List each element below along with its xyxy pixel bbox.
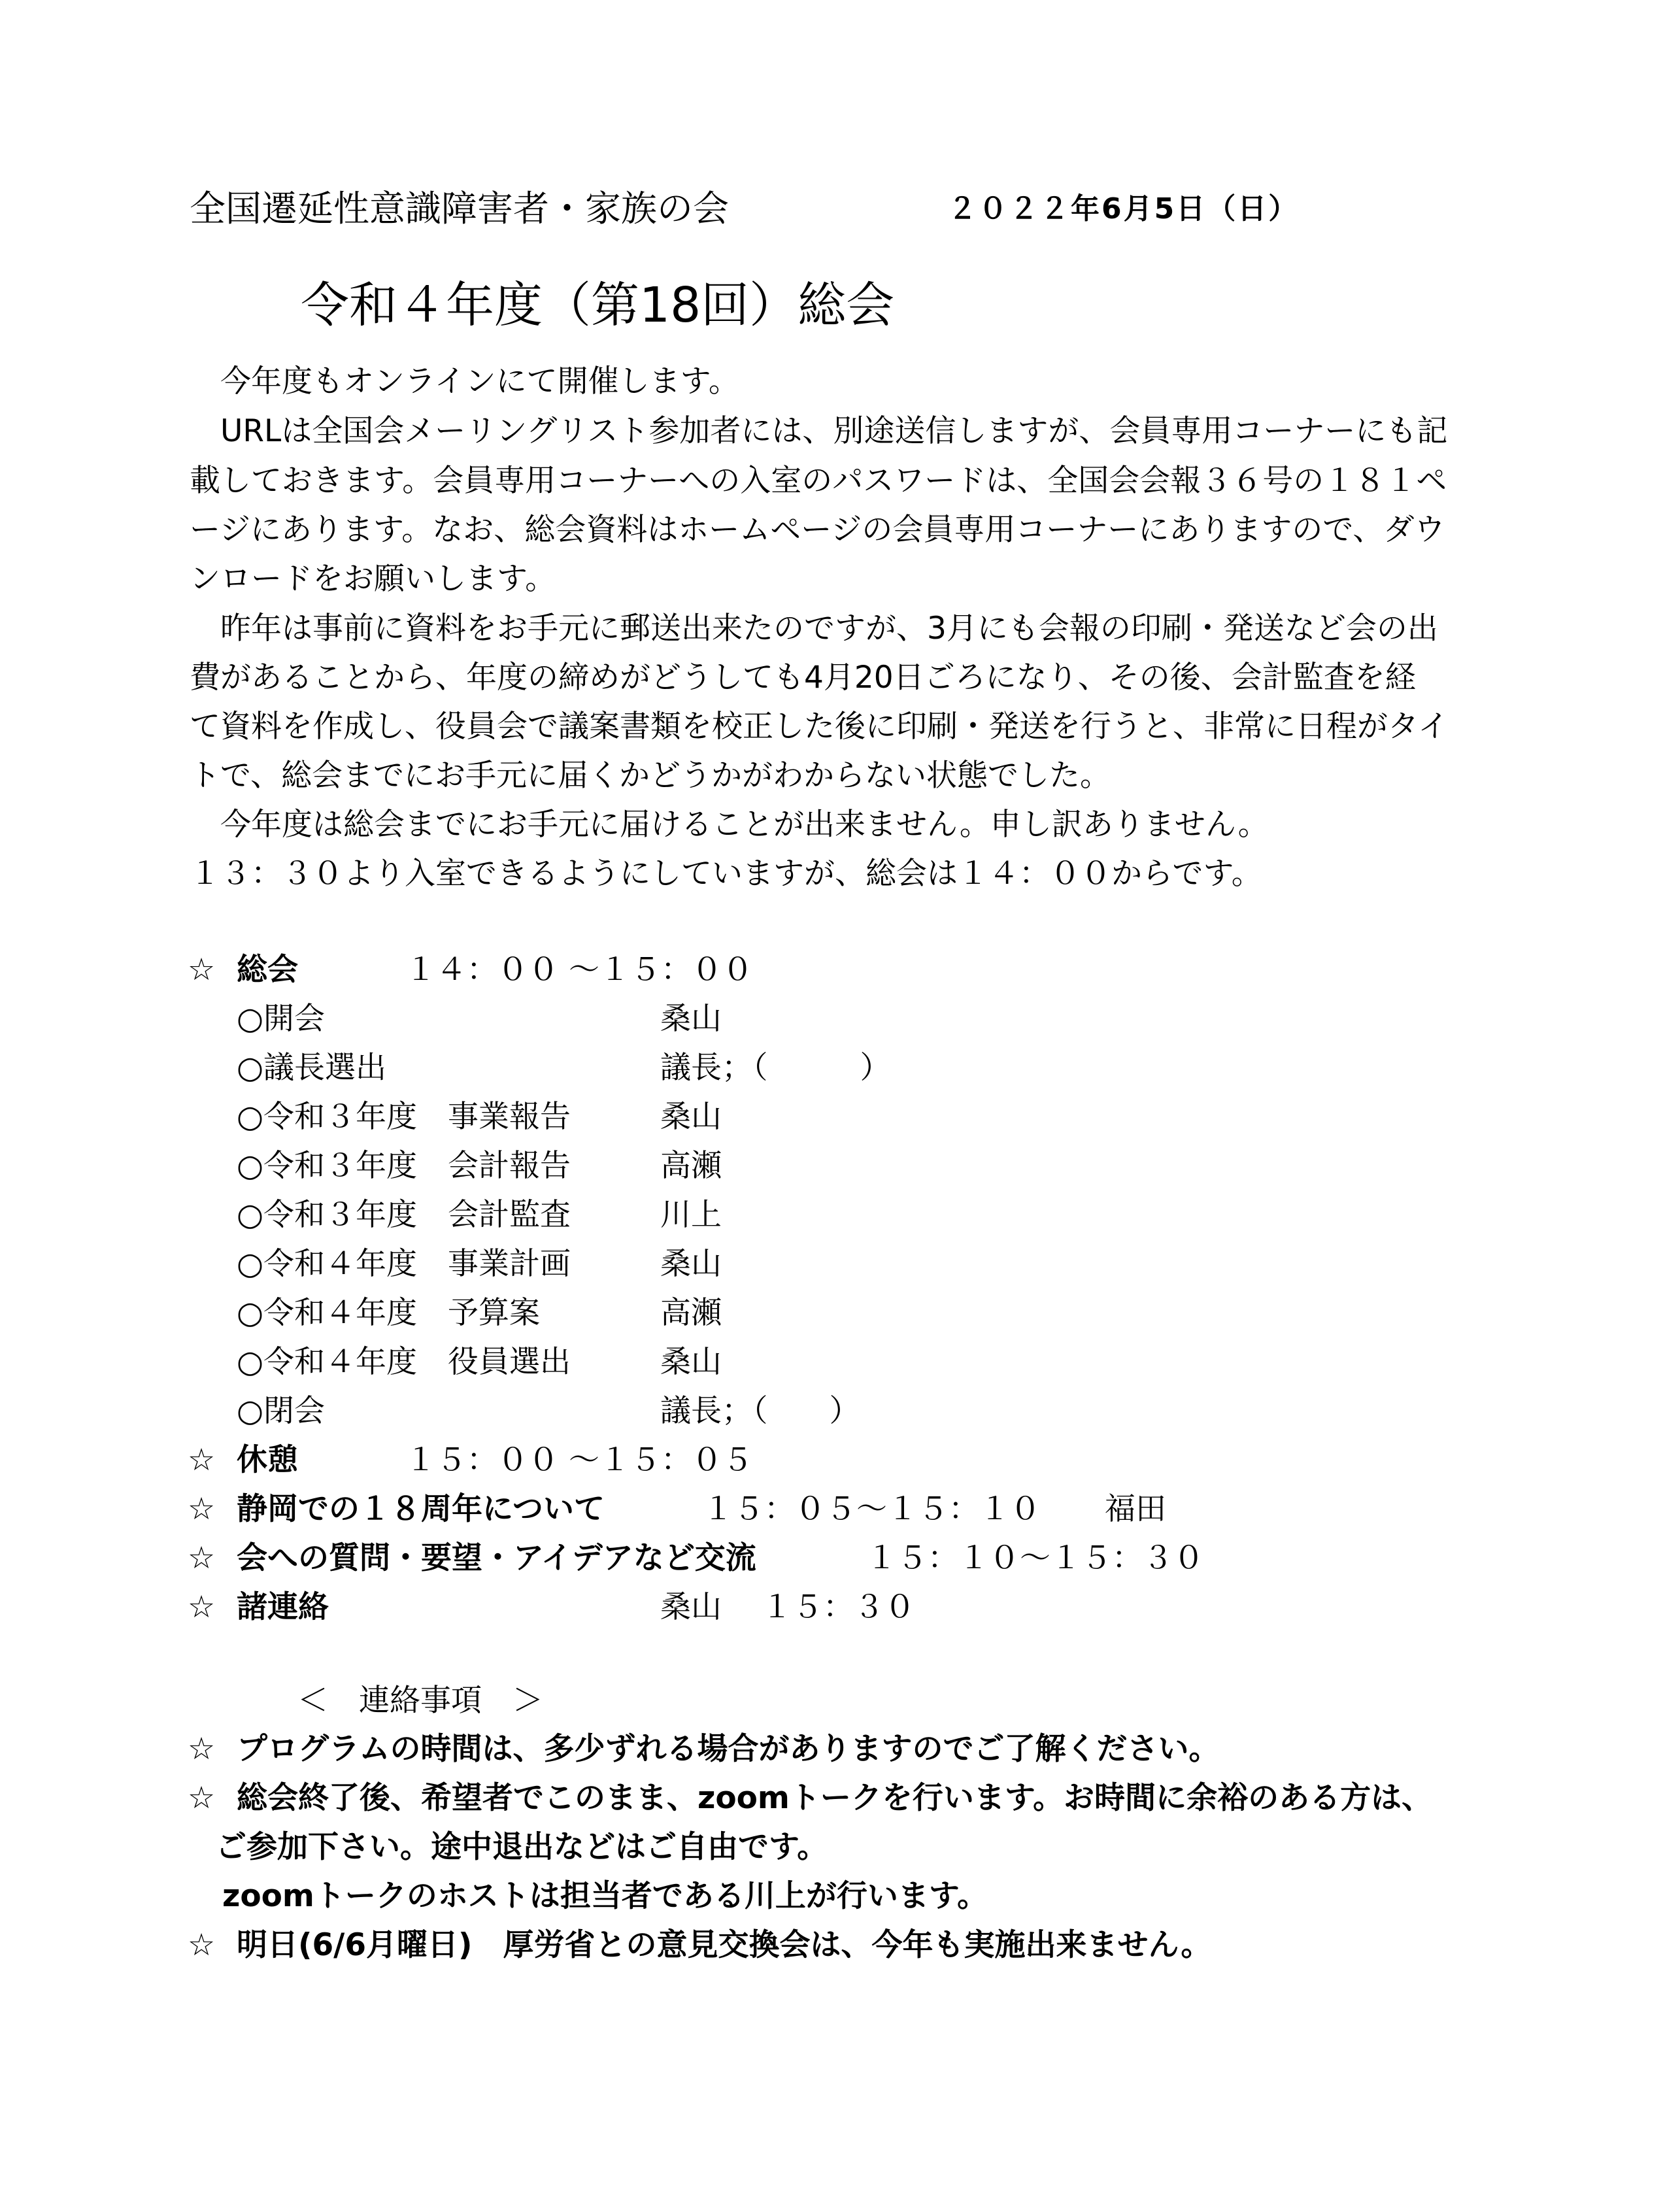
notice-line-4: zoomトークのホストは担当者である川上が行います。	[222, 1878, 988, 1914]
notice-line-5: 明日(6/6月曜日) 厚労省との意見交換会は、今年も実施出来ません。	[237, 1927, 1212, 1963]
agenda-item-label: ○開会	[237, 1001, 326, 1037]
announcements-person: 桑山	[660, 1589, 722, 1625]
star-icon: ☆	[188, 952, 216, 988]
agenda-item-person: 川上	[660, 1197, 722, 1233]
intro-line-4: ージにあります。なお、総会資料はホームページの会員専用コーナーにありますので、ダウ	[190, 512, 1445, 548]
intro-line-8: て資料を作成し、役員会で議案書類を校正した後に印刷・発送を行うと、非常に日程がタイ	[190, 709, 1449, 745]
star-icon: ☆	[188, 1927, 216, 1963]
agenda-item-label: ○令和４年度 役員選出	[237, 1344, 571, 1380]
agenda-item-label: ○令和３年度 事業報告	[237, 1099, 571, 1135]
star-icon: ☆	[188, 1442, 216, 1478]
agenda-item-person: 高瀬	[660, 1148, 722, 1184]
agenda-item-person: 高瀬	[660, 1295, 722, 1331]
star-icon: ☆	[188, 1491, 216, 1527]
agenda-item-label: ○議長選出	[237, 1050, 387, 1086]
notice-line-1: プログラムの時間は、多少ずれる場合がありますのでご了解ください。	[237, 1731, 1220, 1767]
intro-line-7: 費があることから、年度の締めがどうしても4月20日ごろになり、その後、会計監査を経	[190, 660, 1416, 696]
star-icon: ☆	[188, 1780, 216, 1816]
exchange-time: １５：１０～１５：３０	[866, 1540, 1204, 1576]
intro-line-1: 今年度もオンラインにて開催します。	[190, 363, 739, 399]
meeting-date: ２０２２年6月5日（日）	[948, 192, 1300, 226]
agenda-item-person: 桑山	[660, 1344, 722, 1380]
shizuoka-anniversary-label: 静岡での１８周年について	[237, 1491, 605, 1527]
break-label: 休憩	[237, 1442, 298, 1478]
agenda-item-person: 議長；（ ）	[660, 1050, 891, 1086]
break-time: １５：００ ～１５：０５	[405, 1442, 753, 1478]
agenda-item-person: 桑山	[660, 1099, 722, 1135]
intro-line-5: ンロードをお願いします。	[190, 561, 556, 597]
star-icon: ☆	[188, 1589, 216, 1625]
star-icon: ☆	[188, 1731, 216, 1767]
agenda-item-label: ○令和４年度 事業計画	[237, 1246, 571, 1282]
general-meeting-time: １４：００ ～１５：００	[405, 952, 753, 988]
intro-line-11: １３：３０より入室できるようにしていますが、総会は１４：００からです。	[190, 856, 1262, 892]
intro-line-2: URLは全国会メーリングリスト参加者には、別途送信しますが、会員専用コーナーにも記	[190, 413, 1448, 449]
notice-line-3: ご参加下さい。途中退出などはご自由です。	[216, 1829, 828, 1865]
intro-line-9: トで、総会までにお手元に届くかどうかがわからない状態でした。	[190, 758, 1111, 794]
page-title: 令和４年度（第18回）総会	[301, 277, 895, 333]
announcements-time: １５：３０	[762, 1589, 915, 1625]
general-meeting-label: 総会	[237, 952, 298, 988]
shizuoka-anniversary-person: 福田	[1105, 1491, 1166, 1527]
intro-line-3: 載しておきます。会員専用コーナーへの入室のパスワードは、全国会会報３６号の１８１ペ	[190, 463, 1447, 499]
shizuoka-anniversary-time: １５：０５～１５：１０	[703, 1491, 1041, 1527]
agenda-item-person: 議長；（ ）	[660, 1393, 860, 1429]
organization-name: 全国遷延性意識障害者・家族の会	[190, 188, 730, 229]
announcements-label: 諸連絡	[237, 1589, 329, 1625]
notices-heading: ＜ 連絡事項 ＞	[297, 1683, 543, 1719]
agenda-item-person: 桑山	[660, 1001, 722, 1037]
agenda-item-label: ○令和４年度 予算案	[237, 1295, 541, 1331]
agenda-item-label: ○令和３年度 会計報告	[237, 1148, 571, 1184]
notice-line-2: 総会終了後、希望者でこのまま、zoomトークを行います。お時間に余裕のある方は、	[237, 1780, 1433, 1816]
agenda-item-person: 桑山	[660, 1246, 722, 1282]
agenda-item-label: ○令和３年度 会計監査	[237, 1197, 571, 1233]
intro-line-10: 今年度は総会までにお手元に届けることが出来ません。申し訳ありません。	[190, 807, 1269, 843]
exchange-label: 会への質問・要望・アイデアなど交流	[237, 1540, 756, 1576]
agenda-item-label: ○閉会	[237, 1393, 326, 1429]
intro-line-6: 昨年は事前に資料をお手元に郵送出来たのですが、3月にも会報の印刷・発送など会の出	[190, 611, 1438, 647]
star-icon: ☆	[188, 1540, 216, 1576]
